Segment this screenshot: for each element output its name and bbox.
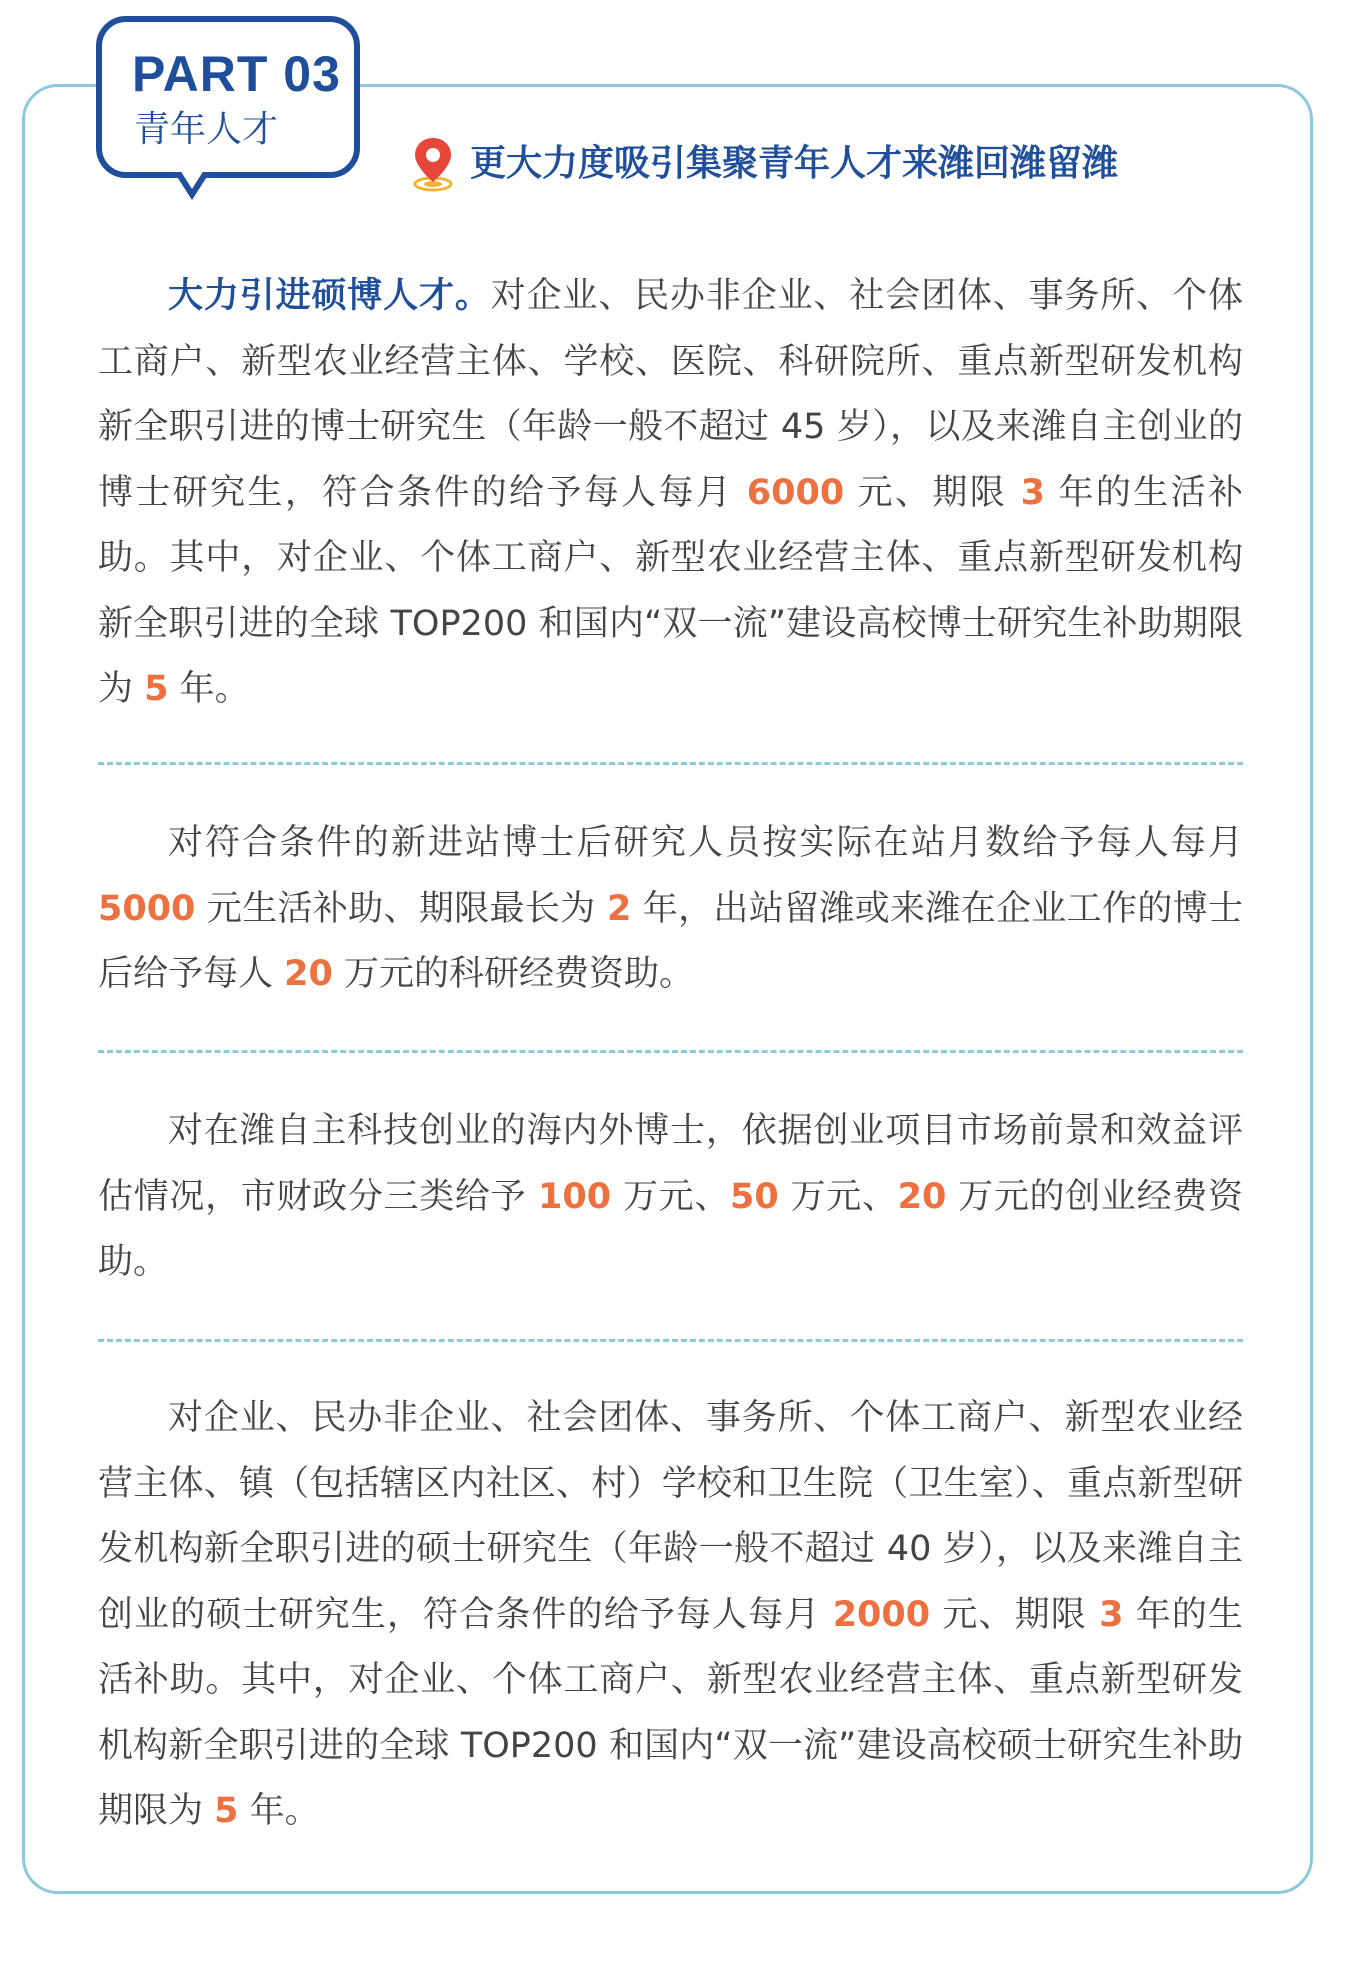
- highlight-number: 20: [897, 1176, 947, 1217]
- part-tag: [96, 16, 360, 178]
- paragraph-text: 万元、: [778, 1176, 898, 1217]
- speech-tail-inner: [180, 170, 204, 189]
- highlight-number: 20: [284, 954, 333, 994]
- highlight-number: 6000: [746, 472, 845, 513]
- location-pin-icon: [412, 136, 454, 192]
- paragraph-text: 年。: [168, 669, 250, 709]
- highlight-number: 5: [214, 1791, 239, 1831]
- highlight-number: 2: [606, 888, 632, 929]
- paragraph-text: 元、期限: [930, 1594, 1100, 1635]
- section-phd: [98, 264, 1243, 723]
- paragraph-text: 万元、: [611, 1176, 731, 1217]
- paragraph-text: 元、期限: [844, 472, 1021, 513]
- section-master: [98, 1386, 1243, 1845]
- part-number: PART 03: [132, 46, 341, 102]
- paragraph-text: 万元的科研经费资助。: [332, 954, 694, 994]
- highlight-number: 3: [1020, 472, 1046, 513]
- section-lead: 大力引进硕博人才。: [168, 276, 491, 316]
- paragraph-text: 对符合条件的新进站博士后研究人员按实际在站月数给予每人每月: [168, 823, 1243, 863]
- paragraph-text: 年的生活补助。其中，对企业、个体工商户、新型农业经营主体、重点新型研发机构新全职引进的全球 TOP200 和国内“双一流”建设高校博士研究生补助期限为: [98, 472, 1243, 709]
- section-startup: [98, 1099, 1243, 1296]
- part-subtitle: 青年人才: [134, 109, 279, 150]
- paragraph-text: 对企业、民办非企业、社会团体、事务所、个体工商户、新型农业经营主体、学校、医院、科研院所、重点新型研发机构新全职引进的博士研究生（年龄一般不超过 45 岁），以及来潍自主创业的博士研究生，符合条件的给予每人每月: [98, 276, 1243, 513]
- paragraph-text: 万元的创业经费资助。: [98, 1176, 1243, 1282]
- highlight-number: 100: [538, 1176, 612, 1217]
- highlight-number: 3: [1099, 1594, 1124, 1635]
- paragraph-text: 年。: [238, 1791, 320, 1831]
- heading-text: 更大力度吸引集聚青年人才来潍回潍留潍: [470, 143, 1119, 184]
- paragraph-text: 年的生活补助。其中，对企业、个体工商户、新型农业经营主体、重点新型研发机构新全职引进的全球 TOP200 和国内“双一流”建设高校硕士研究生补助期限为: [98, 1594, 1243, 1831]
- section-heading: [412, 136, 1118, 192]
- highlight-number: 2000: [832, 1594, 931, 1635]
- paragraph-text: 年，出站留潍或来潍在企业工作的博士后给予每人: [98, 888, 1243, 994]
- dashed-divider: [98, 1339, 1243, 1342]
- section-postdoc: [98, 811, 1243, 1008]
- highlight-number: 5: [144, 669, 169, 709]
- paragraph-text: 对企业、民办非企业、社会团体、事务所、个体工商户、新型农业经营主体、镇（包括辖区内社区、村）学校和卫生院（卫生室）、重点新型研发机构新全职引进的硕士研究生（年龄一般不超过 40 岁），以及来潍自主创业的硕士研究生，符合条件的给予每人每月: [98, 1398, 1243, 1635]
- paragraph-text: 对在潍自主科技创业的海内外博士，依据创业项目市场前景和效益评估情况，市财政分三类给予: [98, 1111, 1243, 1217]
- paragraph-text: 元生活补助、期限最长为: [195, 888, 607, 929]
- dashed-divider: [98, 762, 1243, 765]
- highlight-number: 5000: [98, 888, 196, 929]
- highlight-number: 50: [730, 1176, 779, 1217]
- dashed-divider: [98, 1050, 1243, 1053]
